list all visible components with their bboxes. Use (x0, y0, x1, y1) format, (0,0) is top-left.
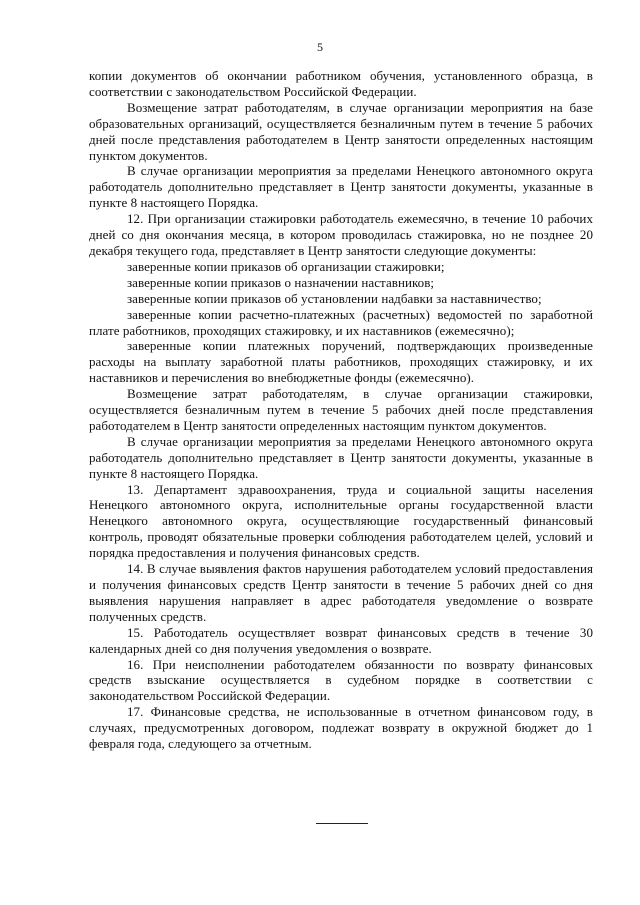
paragraph-item-13: 13. Департамент здравоохранения, труда и социальной защиты населения Ненецкого автономного округа, исполнительные органы государственной власти Ненецкого автономного округа, осуществляющие государственный финансовый контроль, проводят обязательные проверки соблюдения работодателем целей, условий и порядка предоставления и получения финансовых средств. (89, 481, 593, 561)
paragraph-continuation: копии документов об окончании работником обучения, установленного образца, в соответствии с законодательством Российской Федерации. (89, 68, 593, 99)
paragraph-item-17: 17. Финансовые средства, не использованные в отчетном финансовом году, в случаях, предусмотренных договором, подлежат возврату в окружной бюджет до 1 февраля года, следующего за отчетным. (89, 704, 593, 752)
list-item-payroll-statements: заверенные копии расчетно-платежных (расчетных) ведомостей по заработной плате работников, проходящих стажировку, и их наставников (ежемесячно); (89, 306, 593, 338)
paragraph-reimbursement-education: Возмещение затрат работодателям, в случае организации мероприятия на базе образовательных организаций, осуществляется безналичным путем в течение 5 рабочих дней после представления работодателем в Центр занятости определенных настоящим пунктом документов. (89, 99, 593, 163)
closing-rule-divider (316, 823, 368, 824)
list-item-orders-bonus: заверенные копии приказов об установлении надбавки за наставничество; (127, 290, 542, 306)
paragraph-outside-region-2: В случае организации мероприятия за пределами Ненецкого автономного округа работодатель дополнительно представляет в Центр занятости документы, указанные в пункте 8 настоящего Порядка. (89, 433, 593, 481)
document-body (89, 68, 593, 752)
paragraph-reimbursement-internship: Возмещение затрат работодателям, в случае организации стажировки, осуществляется безналичным путем в течение 5 рабочих дней после представления работодателем в Центр занятости определенных настоящим пунктом документов. (89, 386, 593, 433)
list-item-orders-mentors: заверенные копии приказов о назначении наставников; (127, 274, 435, 290)
paragraph-outside-region-1: В случае организации мероприятия за пределами Ненецкого автономного округа работодатель дополнительно представляет в Центр занятости документы, указанные в пункте 8 настоящего Порядка. (89, 163, 593, 211)
paragraph-item-12: 12. При организации стажировки работодатель ежемесячно, в течение 10 рабочих дней со дня окончания месяца, в котором проводилась стажировка, но не позднее 20 декабря текущего года, представляет в Центр занятости следующие документы: (89, 211, 593, 258)
paragraph-item-15: 15. Работодатель осуществляет возврат финансовых средств в течение 30 календарных дней со дня получения уведомления о возврате. (89, 624, 593, 656)
paragraph-item-16: 16. При неисполнении работодателем обязанности по возврату финансовых средств взыскание осуществляется в судебном порядке в соответствии с законодательством Российской Федерации. (89, 656, 593, 704)
list-item-orders-internship: заверенные копии приказов об организации стажировки; (127, 258, 445, 274)
page-number: 5 (317, 40, 323, 54)
list-item-payment-orders: заверенные копии платежных поручений, подтверждающих произведенные расходы на выплату заработной платы работников, проходящих стажировку, и их наставников и перечисления во внебюджетные фонды (ежемесячно). (89, 338, 593, 386)
paragraph-item-14: 14. В случае выявления фактов нарушения работодателем условий предоставления и получения финансовых средств Центр занятости в течение 5 рабочих дней со дня выявления нарушения направляет в адрес работодателя уведомление о возврате полученных средств. (89, 561, 593, 624)
